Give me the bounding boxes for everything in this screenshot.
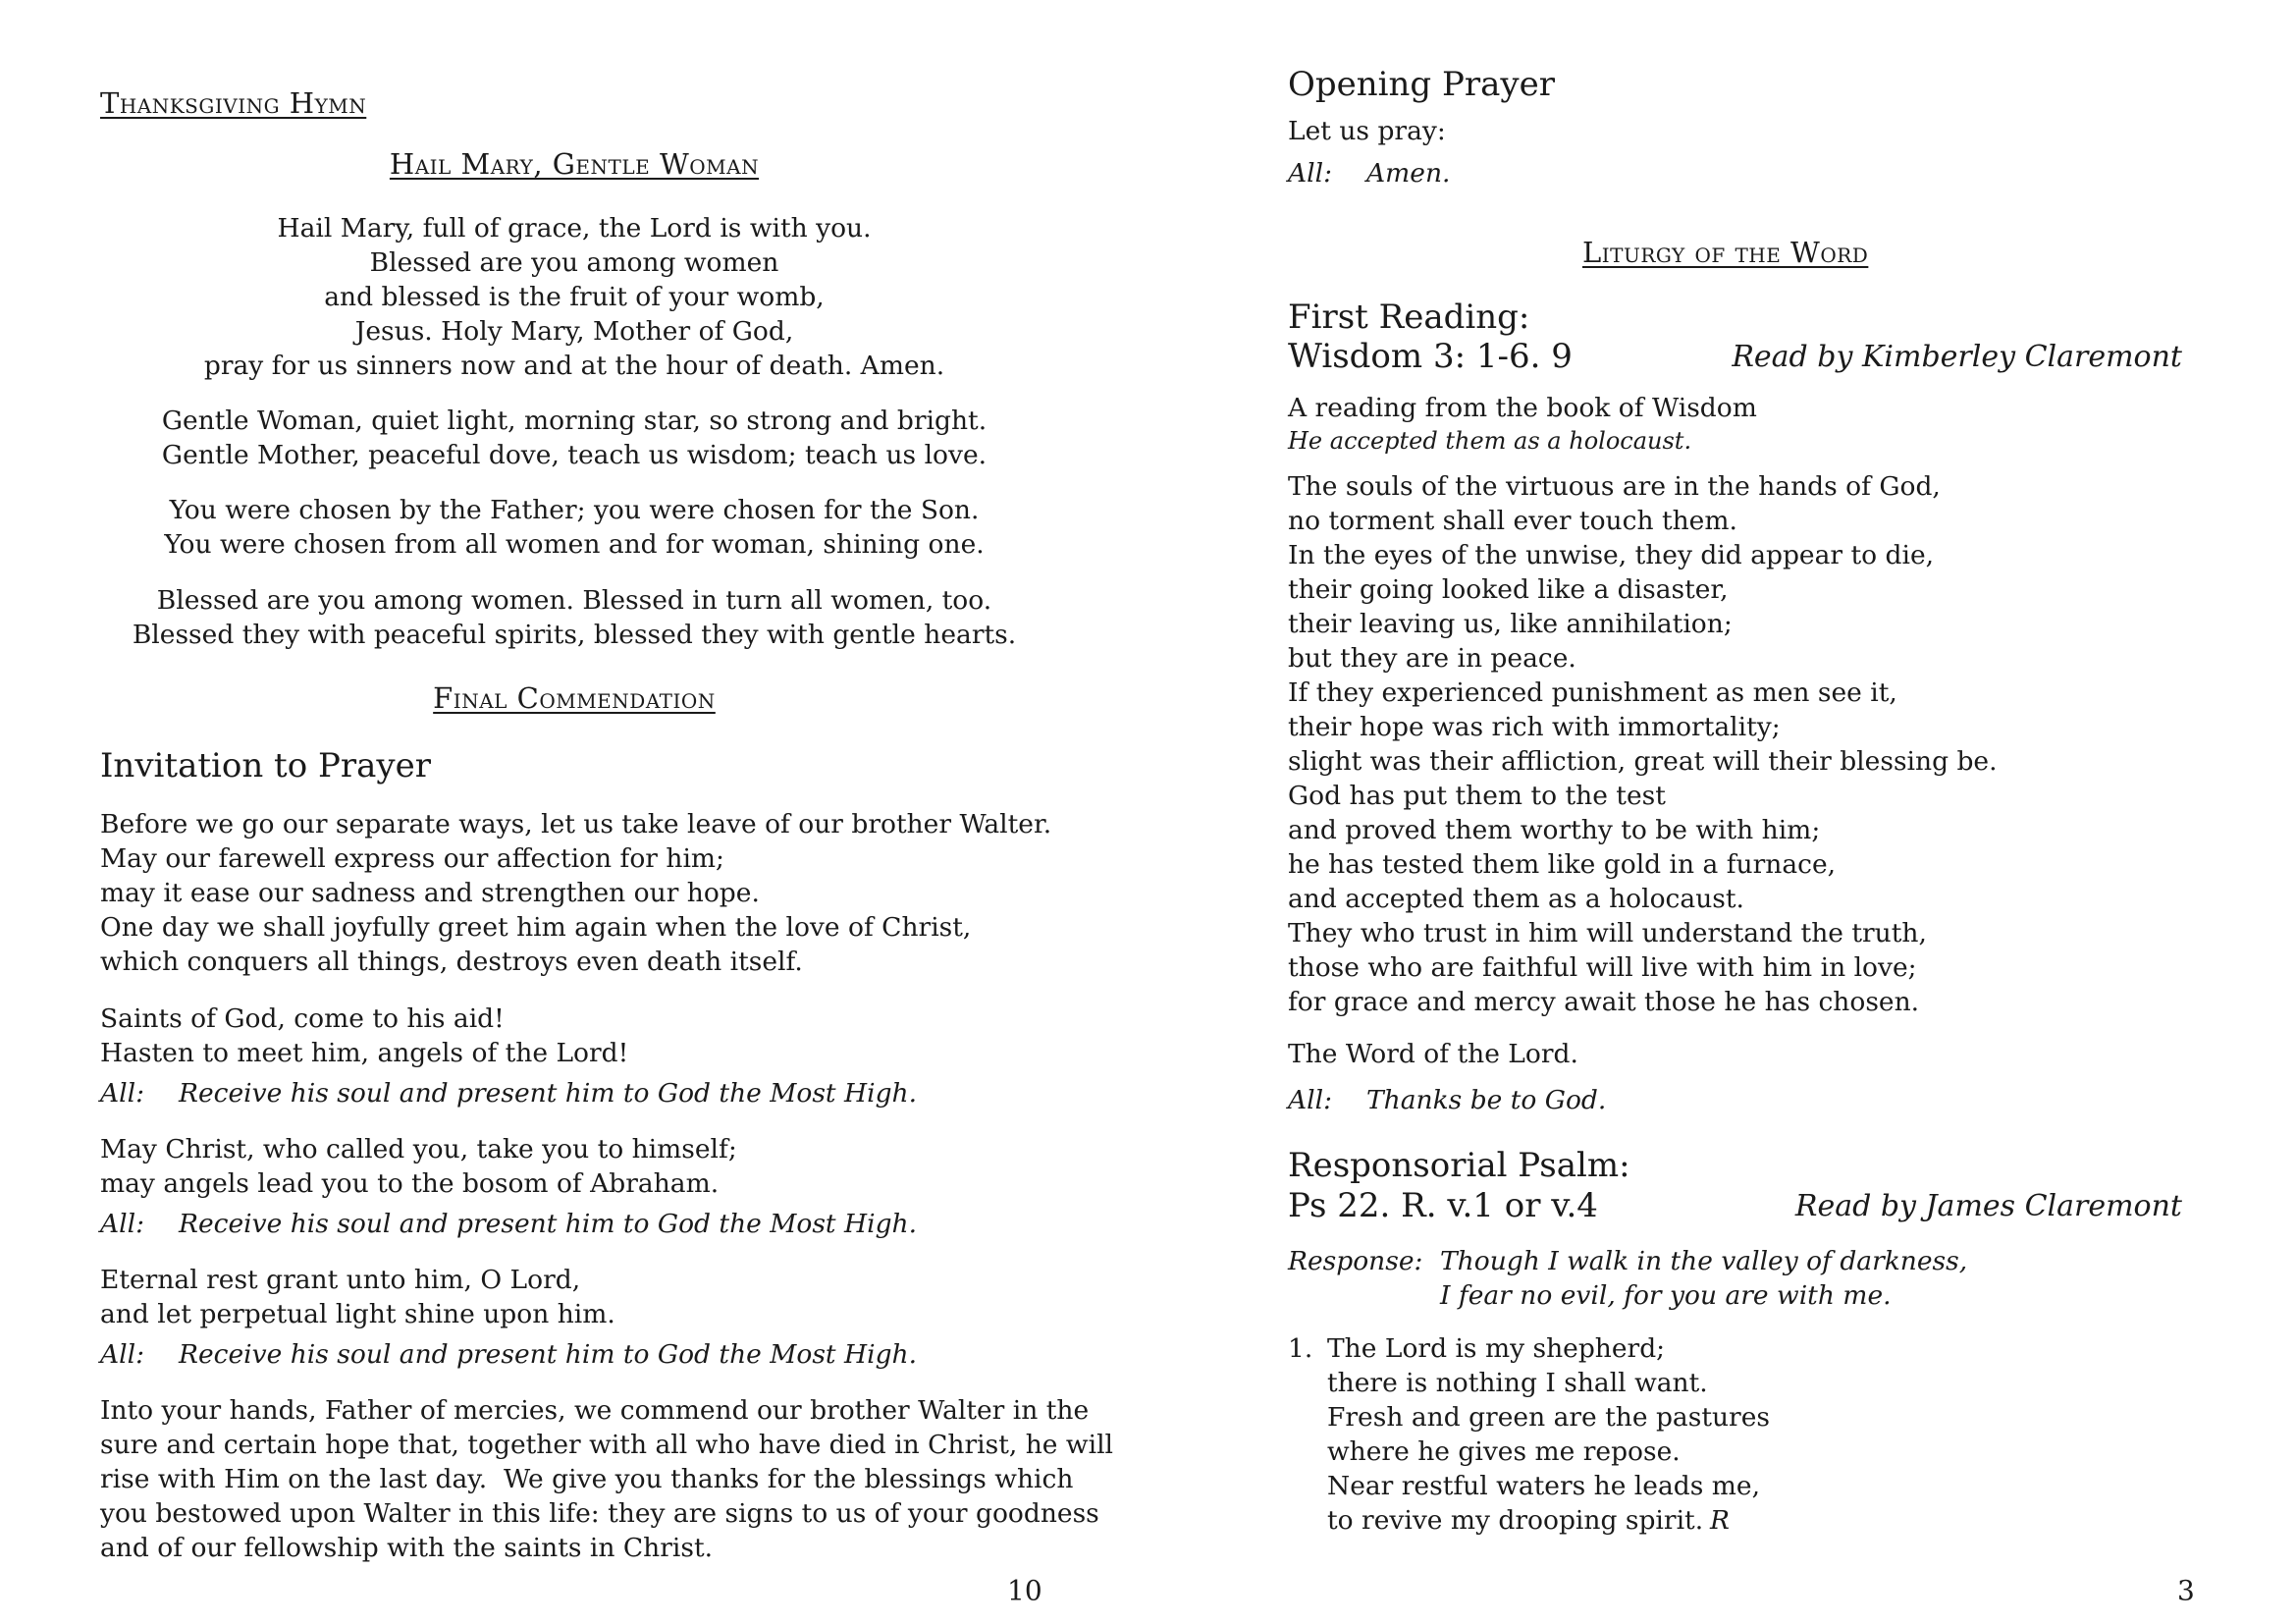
verse-number: 1.	[1288, 1333, 1313, 1364]
hymn-verse-2: Gentle Woman, quiet light, morning star, so strong and bright. Gentle Mother, peaceful dove, teach us wisdom; teach us love.	[161, 406, 988, 470]
thanksgiving-hymn-heading: Thanksgiving Hymn	[100, 86, 367, 120]
response-1-text: Saints of God, come to his aid! Hasten to meet him, angels of the Lord!	[100, 1003, 629, 1068]
page-number: 10	[1007, 1574, 1042, 1607]
invitation-text: Before we go our separate ways, let us take leave of our brother Walter. May our farewell express our affection for him; may it ease our sadness and strengthen our hope. One day we shall joyfully greet him again when the love of Christ, which conquers all things, destroys even death itself.	[100, 809, 1052, 977]
reading-intro: A reading from the book of Wisdom	[1288, 393, 1757, 423]
let-us-pray: Let us pray:	[1288, 116, 1446, 146]
psalm-response	[1288, 1244, 2073, 1315]
first-reading-reader: Read by Kimberley Claremont	[1732, 340, 2182, 374]
psalm-ref: Ps 22. R. v.1 or v.4	[1288, 1186, 1598, 1225]
all-response: Receive his soul and present him to God the Most High.	[179, 1339, 918, 1370]
first-reading-ref: Wisdom 3: 1-6. 9	[1288, 337, 1573, 376]
response-3-text: Eternal rest grant unto him, O Lord, and let perpetual light shine upon him.	[100, 1265, 615, 1329]
hymn-title: Hail Mary, Gentle Woman	[389, 147, 760, 181]
liturgy-heading: Liturgy of the Word	[1582, 236, 1869, 269]
reading-text: The souls of the virtuous are in the hands of God, no torment shall ever touch them. In the eyes of the unwise, they did appear to die, their going looked like a disaster, their leaving us, like annihilation; but they are in peace. If they experienced punishment as men see it, their hope was rich with immortality; slight was their affliction, great will their blessing be. God has put them to the test and proved them worthy to be with him; he has tested them like gold in a furnace, and accepted them as a holocaust. They who trust in him will understand the truth, those who are faithful will live with him in love; for grace and mercy await those he has chosen.	[1288, 471, 1998, 1017]
psalm-reader: Read by James Claremont	[1794, 1189, 2182, 1223]
all-label: All:	[1288, 158, 1333, 189]
first-reading-label: First Reading:	[1288, 298, 1530, 337]
all-response: Thanks be to God.	[1366, 1085, 1607, 1115]
final-commendation-heading: Final Commendation	[433, 681, 716, 715]
psalm-label: Responsorial Psalm:	[1288, 1146, 1630, 1185]
response-label: Response:	[1288, 1246, 1423, 1276]
response-text: Though I walk in the valley of darkness, I fear no evil, for you are with me.	[1440, 1246, 1968, 1311]
page-number: 3	[2177, 1574, 2195, 1607]
invitation-heading: Invitation to Prayer	[100, 746, 431, 785]
hymn-verse-1: Hail Mary, full of grace, the Lord is with you. Blessed are you among women and blessed is the fruit of your womb, Jesus. Holy Mary, Mother of God, pray for us sinners now and at the hour of death. Amen.	[203, 213, 945, 381]
response-2-text: May Christ, who called you, take you to himself; may angels lead you to the bosom of Abraham.	[100, 1134, 737, 1199]
verse-refrain-mark: R	[1710, 1505, 1730, 1536]
right-page	[1148, 0, 2296, 1624]
verse-text: The Lord is my shepherd; there is nothing I shall want. Fresh and green are the pastures where he gives me repose. Near restful waters he leads me, to revive my drooping spirit.	[1327, 1333, 1770, 1536]
all-label: All:	[100, 1339, 145, 1370]
hymn-verse-4: Blessed are you among women. Blessed in turn all women, too. Blessed they with peaceful spirits, blessed they with gentle hearts.	[132, 585, 1017, 650]
all-label: All:	[100, 1078, 145, 1109]
all-response: Receive his soul and present him to God the Most High.	[179, 1078, 918, 1109]
all-label: All:	[1288, 1085, 1333, 1115]
word-of-lord: The Word of the Lord.	[1288, 1039, 1578, 1069]
all-response: Amen.	[1366, 158, 1451, 189]
all-response: Receive his soul and present him to God the Most High.	[179, 1209, 918, 1239]
reading-subtitle: He accepted them as a holocaust.	[1288, 427, 1692, 455]
opening-prayer-heading: Opening Prayer	[1288, 65, 1555, 104]
all-label: All:	[100, 1209, 145, 1239]
hymn-verse-3: You were chosen by the Father; you were chosen for the Son. You were chosen from all women and for woman, shining one.	[164, 495, 985, 560]
closing-prayer: Into your hands, Father of mercies, we commend our brother Walter in the sure and certain hope that, together with all who have died in Christ, he will rise with Him on the last day. We give you thanks for the blessings which you bestowed upon Walter in this life: they are signs to us of your goodness and of our fellowship with the saints in Christ.	[100, 1395, 1114, 1563]
